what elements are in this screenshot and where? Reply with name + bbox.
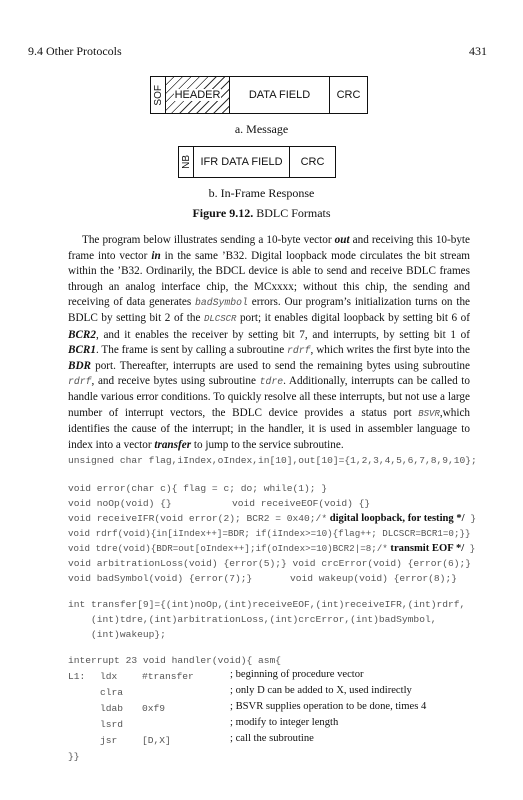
code-tdre: tdre — [259, 376, 284, 388]
caption-b: b. In-Frame Response — [208, 186, 315, 200]
asm-arg: #transfer — [142, 671, 194, 682]
asm-comment: ; only D can be added to X, used indirectly — [230, 685, 412, 696]
var-in: in — [151, 249, 161, 262]
text-span: errors. Our program’s initialization turns on the BDLC by setting bit 2 of the — [68, 296, 471, 324]
asm-op: ldx — [100, 671, 118, 682]
data-field-label: DATA FIELD — [248, 89, 311, 101]
code-text: void tdre(void){BDR=out[oIndex++];if(oIndex>=10)BCR2|=8;/* — [68, 543, 388, 554]
text-span: port. Thereafter, interrupts are used to send the remaining bytes using subroutine — [91, 359, 470, 372]
figure-title-text: BDLC Formats — [253, 206, 331, 220]
code-line: void receiveEOF(void) {} — [232, 498, 371, 509]
code-badsymbol: badSymbol — [195, 297, 248, 309]
var-bcr2: BCR2 — [68, 328, 96, 341]
asm-label: L1: — [68, 671, 86, 682]
header-label: HEADER — [174, 89, 221, 101]
response-frame-diagram — [178, 146, 336, 178]
asm-op: jsr — [100, 735, 118, 746]
text-span: , and receive bytes using subroutine — [91, 375, 260, 388]
text-span: ,which identifies the cause of the interrupt; in the handler, it is used in assembler language to index into a vector — [68, 406, 470, 451]
text-span: port; it enables digital loopback by setting bit 6 of — [236, 311, 470, 324]
code-line: interrupt 23 void handler(void){ asm{ — [68, 655, 282, 666]
text-span: The program below illustrates sending a 10-byte vector — [82, 234, 335, 246]
code-line: void noOp(void) {} — [68, 498, 172, 509]
code-line: void badSymbol(void) {error(7);} — [68, 573, 253, 584]
code-dlcscr: DLCSCR — [204, 313, 237, 324]
text-span: , and it enables the receiver by setting bit 7, and interrupts, by setting bit 1 of — [95, 328, 470, 341]
response-crc-label: CRC — [300, 156, 325, 168]
code-line: void arbitrationLoss(void) {error(5);} void crcError(void) {error(6);} — [68, 558, 472, 569]
asm-comment: ; call the subroutine — [230, 733, 314, 744]
sof-field — [151, 77, 166, 113]
caption-a: a. Message — [234, 122, 289, 136]
page-number: 431 — [469, 44, 487, 58]
code-line: (int)tdre,(int)arbitrationLoss,(int)crcError,(int)badSymbol, — [68, 614, 437, 625]
text-span: . Additionally, interrupts can be called to handle various error conditions. To quickly resolve all these interrupts, but not use a large number of interrupt vectors, the BDLC device provides a status port — [68, 375, 470, 419]
code-bsvr: BSVR — [418, 408, 440, 419]
asm-arg: 0xf9 — [142, 703, 166, 714]
text-span: and receiving this 10-byte frame into vector — [68, 234, 470, 262]
nb-field — [179, 147, 194, 177]
crc-field — [330, 77, 367, 113]
crc-label: CRC — [336, 89, 361, 101]
header-field — [166, 77, 230, 113]
asm-arg: [D,X] — [142, 735, 171, 746]
asm-op: clra — [100, 687, 124, 698]
code-line — [68, 542, 475, 556]
figure-title — [0, 206, 523, 221]
ifr-data-field — [194, 147, 290, 177]
code-line: unsigned char flag,iIndex,oIndex,in[10],out[10]={1,2,3,4,5,6,7,8,9,10}; — [68, 455, 477, 466]
asm-op: ldab — [100, 703, 124, 714]
code-line: (int)wakeup}; — [68, 629, 166, 640]
var-transfer: transfer — [154, 438, 192, 451]
code-rdrf: rdrf — [287, 345, 311, 357]
code-line: int transfer[9]={(int)noOp,(int)receiveEOF,(int)receiveIFR,(int)rdrf, — [68, 599, 466, 610]
body-paragraph — [68, 233, 470, 453]
text-span: to jump to the service subroutine. — [191, 438, 344, 451]
var-out: out — [334, 234, 350, 246]
code-line: void wakeup(void) {error(8);} — [290, 573, 457, 584]
asm-comment: ; modify to integer length — [230, 717, 339, 728]
code-line: void rdrf(void){in[iIndex++]=BDR; if(iIndex>=10){flag++; DLCSCR=BCR1=0;}} — [68, 528, 471, 539]
code-comment: digital loopback, for testing */ — [327, 513, 465, 524]
asm-op: lsrd — [100, 719, 124, 730]
section-header: 9.4 Other Protocols — [28, 44, 122, 58]
code-line: void error(char c){ flag = c; do; while(1); } — [68, 483, 328, 494]
nb-label: NB — [180, 155, 192, 169]
var-bcr1: BCR1 — [68, 344, 96, 357]
asm-comment: ; beginning of procedure vector — [230, 669, 364, 680]
text-span: in the same ’B32. Digital loopback mode circulates the bit stream within the ’B32. Ordinarily, the BDCL device is able to send and receive BDLC frames through an analog interface chip, the MCxxxx; without this chip, the sending and receiving of data generates — [68, 249, 470, 309]
asm-comment: ; BSVR supplies operation to be done, times 4 — [230, 701, 427, 712]
response-crc-field — [290, 147, 335, 177]
data-field — [230, 77, 330, 113]
code-text: } — [464, 543, 476, 554]
text-span: . The frame is sent by calling a subroutine — [95, 344, 288, 357]
ifr-data-field-label: IFR DATA FIELD — [200, 156, 283, 168]
var-bdr: BDR — [68, 359, 92, 372]
code-line: }} — [68, 751, 80, 762]
code-text: void receiveIFR(void error(2); BCR2 = 0x40;/* — [68, 513, 328, 524]
text-span: , which writes the first byte into the — [310, 344, 470, 357]
sof-label: SOF — [152, 84, 164, 106]
code-text: } — [464, 513, 477, 524]
message-frame-diagram — [150, 76, 368, 114]
code-rdrf: rdrf — [68, 376, 92, 388]
code-comment: transmit EOF */ — [387, 543, 465, 554]
figure-number: Figure 9.12. — [192, 206, 254, 220]
code-line — [68, 512, 476, 526]
